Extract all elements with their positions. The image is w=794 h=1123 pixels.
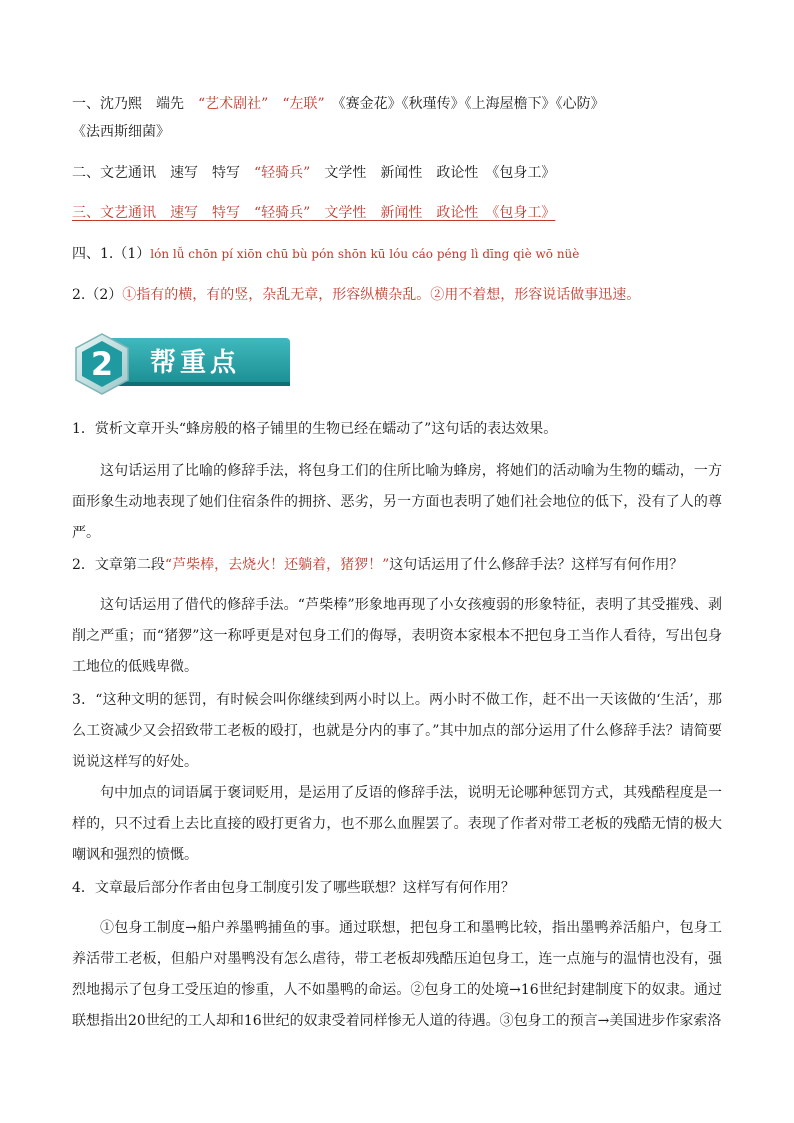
answer-4-prefix: 四、1.（1）: [72, 246, 151, 262]
answer-3-rest: 文学性 新闻性 政论性 《包身工》: [310, 205, 556, 221]
answer-q3: 句中加点的词语属于褒词贬用，是运用了反语的修辞手法，说明无论哪种惩罚方式，其残酷程度是一样的，只不过看上去比直接的殴打更省力，也不那么血腥罢了。表现了作者对带工老板的残酷无情的极大嘲讽和强烈的愤慨。: [72, 785, 722, 863]
answer-3-text: 三、文艺通讯 速写 特写: [72, 205, 254, 221]
q2-prefix: 2．文章第二段: [72, 557, 165, 573]
q1-prefix: 1．赏析文章开头: [72, 421, 179, 437]
banner-number: 2: [90, 345, 114, 383]
answer-line-1b: [72, 122, 170, 142]
q1-quote: “蜂房般的格子铺里的生物已经在蠕动了”: [178, 421, 432, 437]
answer-1-text: 一、沈乃熙 端先: [72, 96, 198, 112]
answer-4-pinyin: lón lǚ chōn pí xiōn chū bù pón shōn kū lóu cáo péng lì dīng qiè wō nüè: [150, 247, 580, 261]
answer-2-text: 二、文艺通讯 速写 特写: [72, 165, 254, 181]
q1-suffix: 这句话的表达效果。: [431, 421, 558, 437]
answer-1-work-last: 《法西斯细菌》: [72, 124, 170, 140]
answer-1-red: “艺术剧社” “左联”: [198, 96, 325, 112]
banner-bar-shadow: [100, 382, 290, 386]
q2-suffix: 这句话运用了什么修辞手法？这样写有何作用？: [389, 557, 684, 573]
answer-q1: 这句话运用了比喻的修辞手法，将包身工们的住所比喻为蜂房，将她们的活动喻为生物的蠕动，一方面形象生动地表现了她们住宿条件的拥挤、恶劣，另一方面也表明了她们社会地位的低下，没有了人的尊严。: [72, 463, 722, 541]
q2-quote: “芦柴棒，去烧火！还躺着，猪猡！”: [164, 557, 390, 573]
question-4: 4．文章最后部分作者由包身工制度引发了哪些联想？这样写有何作用？: [72, 880, 515, 896]
answer-line-1: [72, 94, 605, 114]
answer-line-4: [72, 244, 579, 264]
answer-4-2-prefix: 2.（2）: [72, 287, 123, 303]
section-banner: [70, 332, 292, 398]
banner-title: 帮重点: [150, 348, 241, 378]
answer-2-red: “轻骑兵”: [254, 165, 311, 181]
answer-line-2: [72, 163, 555, 183]
question-2: [72, 550, 722, 581]
question-1: [72, 414, 722, 445]
answer-line-3: [72, 203, 555, 223]
answer-4-2-text: ①指有的横，有的竖，杂乱无章，形容纵横杂乱。②用不着想，形容说话做事迅速。: [122, 287, 641, 303]
answer-q4: ①包身工制度→船户养墨鸭捕鱼的事。通过联想，把包身工和墨鸭比较，指出墨鸭养活船户，包身工养活带工老板，但船户对墨鸭没有怎么虐待，带工老板却残酷压迫包身工，连一点施与的温情也没有，强烈地揭示了包身工受压迫的惨重，人不如墨鸭的命运。②包身工的处境→16世纪封建制度下的奴隶。通过联想指出20世纪的工人却和16世纪的奴隶受着同样惨无人道的待遇。③包身工的预言→美国进步作家索洛: [72, 920, 722, 1029]
answer-1-works: 《赛金花》《秋瑾传》《上海屋檐下》《心防》: [324, 96, 605, 112]
answer-3-red: “轻骑兵”: [254, 205, 311, 221]
answer-line-4-2: [72, 285, 640, 305]
answer-2-rest: 文学性 新闻性 政论性 《包身工》: [310, 165, 556, 181]
question-3: 3．“这种文明的惩罚，有时候会叫你继续到两小时以上。两小时不做工作，赶不出一天该做的‘生活’，那么工资减少又会招致带工老板的殴打，也就是分内的事了。”其中加点的部分运用了什么修辞手法？请简要说说这样写的好处。: [72, 692, 722, 770]
answer-q2: 这句话运用了借代的修辞手法。“芦柴棒”形象地再现了小女孩瘦弱的形象特征，表明了其受摧残、剥削之严重；而“猪猡”这一称呼更是对包身工们的侮辱，表明资本家根本不把包身工当作人看待，写出包身工地位的低贱卑微。: [72, 597, 722, 675]
